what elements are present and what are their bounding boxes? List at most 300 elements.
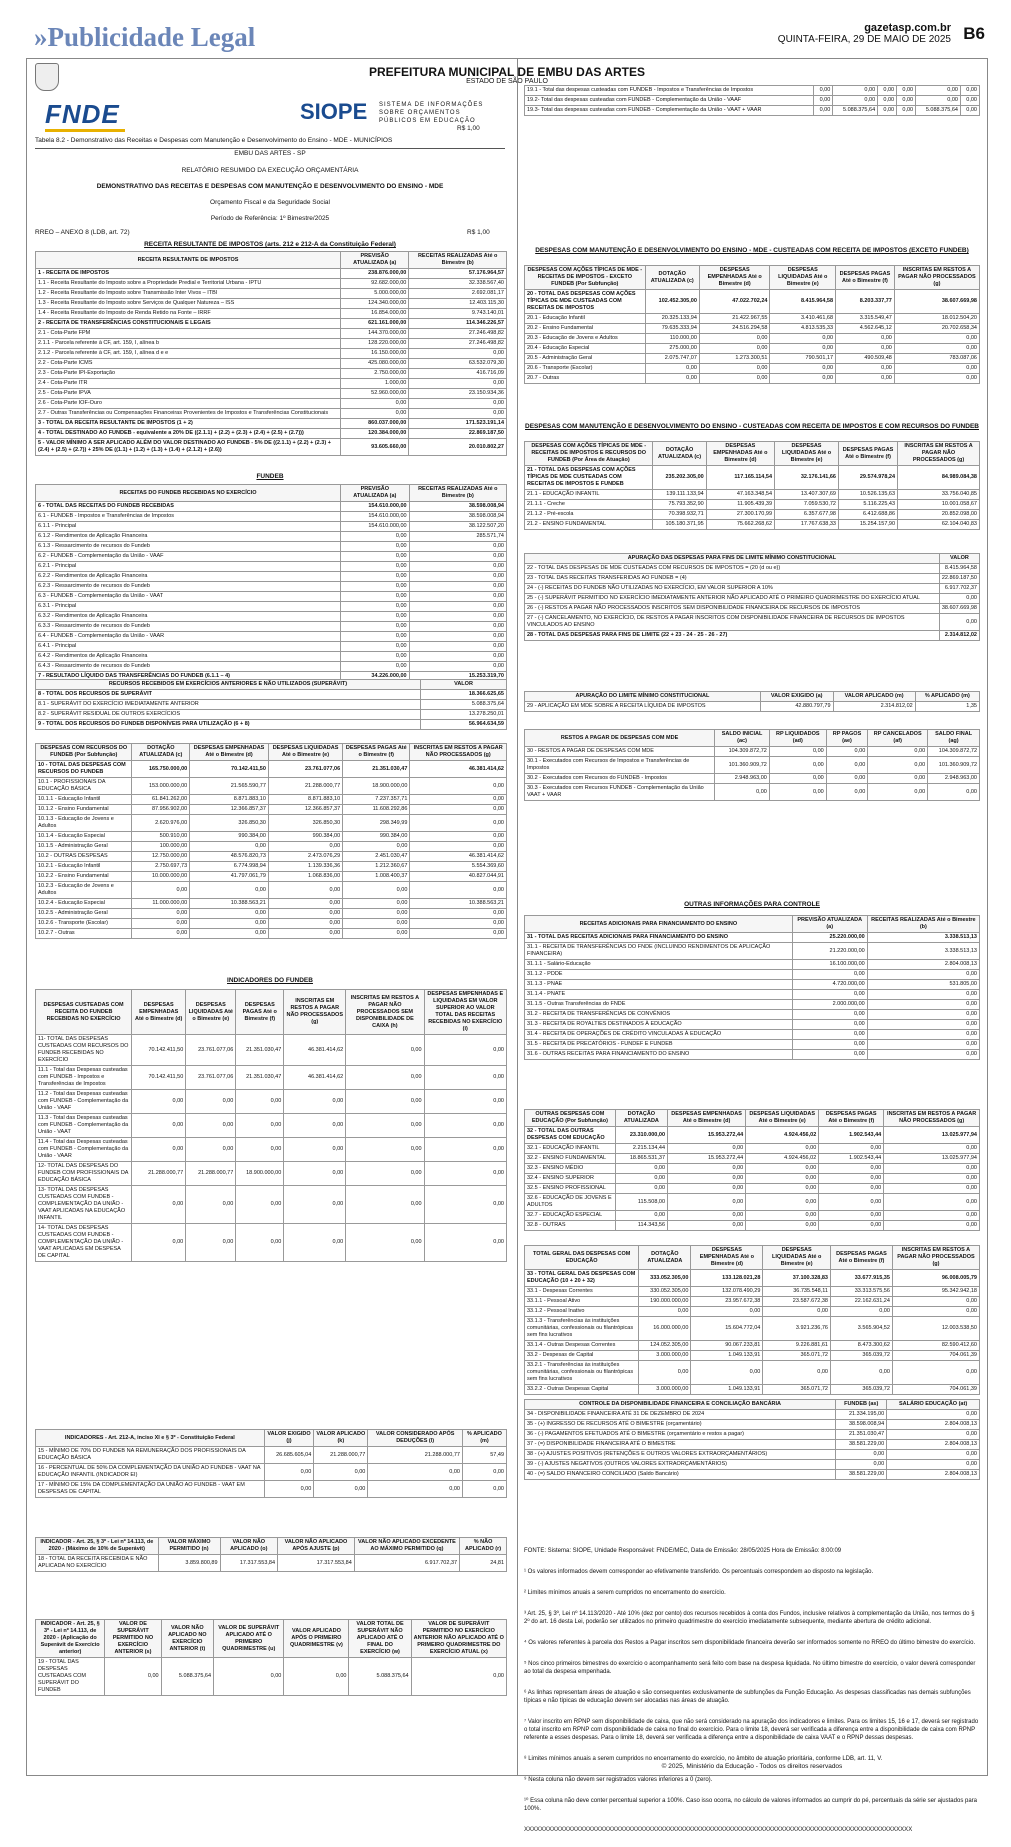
table-cell-value: 0,00 (894, 374, 979, 384)
table-cell-value: 0,00 (186, 1114, 236, 1138)
table-row (525, 1440, 980, 1450)
table-cell-value: 0,00 (615, 1184, 667, 1194)
table-cell-value: 0,00 (284, 1658, 349, 1696)
table-cell-value: 490.509,48 (836, 354, 895, 364)
table-cell-value: 0,00 (769, 774, 826, 784)
fnde-logo-bar (45, 129, 125, 132)
col-header: DOTAÇÃO ATUALIZADA (615, 1110, 667, 1127)
col-header: % APLICADO (m) (915, 692, 979, 702)
table-cell-value: 0,00 (878, 106, 897, 116)
orcamento-label: Orçamento Fiscal e da Seguridade Social (210, 199, 330, 206)
table-cell-value: 333.052.305,00 (639, 1270, 691, 1287)
table-header-row (36, 252, 507, 269)
table-cell-label: 6.4 - FUNDEB - Complementação da União - VAAR (36, 632, 341, 642)
table-cell-value: 2.692.081,17 (409, 289, 507, 299)
table-cell-value: 0,00 (409, 602, 506, 612)
table-cell-value: 0,00 (314, 1464, 368, 1481)
table-cell-value: 275.000,00 (645, 344, 699, 354)
table-cell-value: 0,00 (894, 344, 979, 354)
col-header: VALOR MÁXIMO PERMITIDO (n) (158, 1538, 220, 1555)
table-cell-value: 0,00 (639, 1307, 691, 1317)
table-cell-value: 0,00 (341, 532, 410, 542)
table-cell-value: 0,00 (746, 1144, 819, 1154)
table-cell-label: 6.1.3 - Ressarcimento de recursos do Fundeb (36, 542, 341, 552)
table-cell-value: 190.000.000,00 (639, 1297, 691, 1307)
table-cell-value: 23.150.934,36 (409, 389, 507, 399)
table-cell-value: 1.902.543,44 (819, 1127, 884, 1144)
table-cell-value: 0,00 (819, 1164, 884, 1174)
unit-label: R$ 1,00 (457, 125, 480, 132)
table-cell-value: 0,00 (409, 632, 506, 642)
table-cell-value: 365.071,72 (763, 1351, 831, 1361)
table-cell-value: 0,00 (268, 882, 342, 899)
table-cell-value: 10.001.058,67 (898, 500, 980, 510)
fundeb-body (36, 502, 507, 682)
mde-title: DESPESAS COM MANUTENÇÃO E DESENVOLVIMENTO DO ENSINO - MDE - CUSTEADAS COM RECEITA DE IMPOSTOS (EXCETO FUNDEB) (535, 247, 969, 254)
table-row (525, 943, 980, 960)
table-cell-label: 31.1.2 - PDDE (525, 970, 793, 980)
table-cell-value: 47.163.348,54 (706, 490, 774, 500)
table-cell-value: 165.750.000,00 (132, 761, 190, 778)
table-row (36, 720, 507, 730)
table-cell-value: 0,00 (887, 1410, 980, 1420)
table-row (525, 1341, 980, 1351)
table-cell-value: 3.315.549,47 (836, 314, 895, 324)
col-header: RECEITA RESULTANTE DE IMPOSTOS (36, 252, 341, 269)
total-geral-body (525, 1270, 980, 1395)
table-cell-value: 0,00 (769, 784, 826, 801)
table-cell-value: 0,00 (284, 1186, 346, 1224)
table-cell-label: 3 - TOTAL DA RECEITA RESULTANTE DE IMPOSTOS (1 + 2) (36, 419, 341, 429)
col-header: DESPESAS COM AÇÕES TÍPICAS DE MDE - RECEITAS DE IMPOSTOS E RECURSOS DO FUNDEB (Por Área de Atuação) (525, 442, 653, 466)
table-cell-label: 33.1.1 - Pessoal Ativo (525, 1297, 639, 1307)
table-row (36, 319, 507, 329)
table-cell-value: 0,00 (746, 1174, 819, 1184)
table-cell-label: 31.1.4 - PNATE (525, 990, 793, 1000)
table-row (525, 314, 980, 324)
table-cell-value: 0,00 (830, 1361, 892, 1385)
table-cell-value: 21.220.000,00 (792, 943, 867, 960)
table-cell-value: 0,00 (769, 757, 826, 774)
newspaper-header (0, 0, 1011, 58)
table-cell-value: 2.948.963,00 (928, 774, 980, 784)
table-cell-value: 27.246.498,82 (409, 339, 507, 349)
rreo-label: RREO – ANEXO 8 (LDB, art. 72) (35, 229, 130, 236)
table-cell-value: 0,00 (341, 572, 410, 582)
table-cell-value: 23.957.672,38 (691, 1297, 763, 1307)
table-cell-value: 21.288.000,77 (186, 1162, 236, 1186)
table-cell-label: 27 - (-) CANCELAMENTO, NO EXERCÍCIO, DE RESTOS A PAGAR INSCRITOS COM DISPONIBILIDADE FINANCEIRA DE RECURSOS DE IMPOSTOS VINCULADOS AO ENSINO (525, 614, 940, 631)
table-cell-value: 18.900.000,00 (236, 1162, 284, 1186)
table-cell-label: 10.2.5 - Administração Geral (36, 909, 132, 919)
table-cell-label: 32 - TOTAL DAS OUTRAS DESPESAS COM EDUCAÇÃO (525, 1127, 616, 1144)
table-cell-value: 0,00 (284, 1090, 346, 1114)
table-cell-value: 48.576.820,73 (190, 852, 269, 862)
table-cell-value: 0,00 (268, 919, 342, 929)
table-row (36, 359, 507, 369)
table-cell-label: 10.1.5 - Administração Geral (36, 842, 132, 852)
table-cell-label: 21.1.2 - Pré-escola (525, 510, 653, 520)
table-cell-label: 6.4.1 - Principal (36, 642, 341, 652)
table-cell-value: 12.366.857,37 (190, 805, 269, 815)
table-cell-label: 6.1.2 - Rendimentos de Aplicação Financeira (36, 532, 341, 542)
table-cell-value: 0,00 (615, 1211, 667, 1221)
table-row (36, 299, 507, 309)
table-cell-value: 0,00 (410, 929, 507, 939)
table-cell-label: 6.4.3 - Ressarcimento de recursos do Fundeb (36, 662, 341, 672)
edition-date: QUINTA-FEIRA, 29 DE MAIO DE 2025 (777, 34, 951, 45)
table-cell-value: 0,00 (867, 1050, 979, 1060)
table-cell-value: 0,00 (236, 1224, 284, 1262)
site-info (778, 22, 951, 45)
table-row (36, 1658, 507, 1696)
table-row (525, 324, 980, 334)
table-cell-value: 238.876.000,00 (341, 269, 409, 279)
table-cell-value: 0,00 (746, 1164, 819, 1174)
table-row (36, 842, 507, 852)
table-cell-label: 30.1 - Executados com Recursos de Impostos e Transferências de Impostos (525, 757, 715, 774)
table-cell-value: 0,00 (284, 1162, 346, 1186)
table-cell-value: 0,00 (699, 344, 770, 354)
table-cell-label: 6.3 - FUNDEB - Complementação da União - VAAT (36, 592, 341, 602)
table-cell-value: 21.351.030,47 (236, 1035, 284, 1066)
table-cell-value: 15.253.319,70 (409, 672, 506, 682)
table-cell-label: 10 - TOTAL DAS DESPESAS COM RECURSOS DO FUNDEB (36, 761, 132, 778)
col-header: VALOR TOTAL DE SUPERÁVIT NÃO APLICADO ATÉ O FINAL DO EXERCÍCIO (w) (349, 1620, 411, 1658)
table-cell-label: 6.2.1 - Principal (36, 562, 341, 572)
table-row (36, 872, 507, 882)
table-row (36, 929, 507, 939)
table-cell-value: 0,00 (409, 642, 506, 652)
table-cell-value: 25.220.000,00 (792, 933, 867, 943)
table-cell-value: 0,00 (867, 1010, 979, 1020)
table-cell-value: 0,00 (424, 1224, 506, 1262)
table-cell-value: 8.871.883,10 (268, 795, 342, 805)
table-cell-value: 0,00 (939, 614, 979, 631)
table-cell-label: 19 - TOTAL DAS DESPESAS CUSTEADAS COM SUPERÁVIT DO FUNDEB (36, 1658, 105, 1696)
table-cell-value: 0,00 (268, 842, 342, 852)
col-header: VALOR APLICADO (k) (314, 1430, 368, 1447)
col-header: RECEITAS REALIZADAS Até o Bimestre (b) (409, 252, 507, 269)
table-row (525, 747, 980, 757)
table-cell-value: 0,00 (868, 784, 928, 801)
indicadores-limites-table (35, 1429, 507, 1498)
table-cell-label: APURAÇÃO DAS DESPESAS PARA FINS DE LIMITE MÍNIMO CONSTITUCIONAL (525, 554, 940, 564)
table-row (525, 1307, 980, 1317)
table-row (36, 399, 507, 409)
col-header: DESPESAS LIQUIDADAS Até o Bimestre (e) (746, 1110, 819, 1127)
table-cell-value: 3.565.904,52 (830, 1317, 892, 1341)
table-cell-value: 1.212.360,67 (343, 862, 410, 872)
table-header-row (36, 1538, 507, 1555)
table-cell-value: 0,00 (792, 1020, 867, 1030)
table-cell-value: 84.989.084,38 (898, 466, 980, 490)
table-cell-value: 0,00 (836, 374, 895, 384)
col-header: CONTROLE DA DISPONIBILIDADE FINANCEIRA E CONCILIAÇÃO BANCÁRIA (525, 1400, 836, 1410)
table-cell-value: 0,00 (341, 652, 410, 662)
table-cell-value: 0,00 (928, 784, 980, 801)
table-row (525, 86, 980, 96)
table-cell-value: 0,00 (645, 374, 699, 384)
footnote: ⁹ Nesta coluna não devem ser registrados valores inferiores a 0 (zero). (524, 1777, 713, 1783)
table-cell-value: 0,00 (409, 349, 507, 359)
table-cell-value: 0,00 (105, 1658, 161, 1696)
table-cell-label: 31.1.1 - Salário-Educação (525, 960, 793, 970)
table-cell-value: 0,00 (645, 364, 699, 374)
table-row (525, 106, 980, 116)
table-cell-value: 32.338.567,40 (409, 279, 507, 289)
col-header: INDICADOR - Art. 25, § 3º - Lei nº 14.113, de 2020 - (Máximo de 10% de Superávit) (36, 1538, 159, 1555)
table-cell-value: 0,00 (341, 622, 410, 632)
table-cell-value: 0,00 (346, 1162, 424, 1186)
table-cell-value: 20.325.133,94 (645, 314, 699, 324)
table-cell-label: 21.1 - EDUCAÇÃO INFANTIL (525, 490, 653, 500)
col-header: OUTRAS DESPESAS COM EDUCAÇÃO (Por Subfunção) (525, 1110, 616, 1127)
section-title (34, 22, 255, 53)
table-cell-value: 93.605.660,00 (341, 439, 409, 456)
table-cell-label: 10.2.4 - Educação Especial (36, 899, 132, 909)
doc-title: PREFEITURA MUNICIPAL DE EMBU DAS ARTES (368, 65, 645, 79)
table-cell-value: 87.956.902,00 (132, 805, 190, 815)
col-header: DESPESAS CUSTEADAS COM RECEITA DO FUNDEB RECEBIDAS NO EXERCÍCIO (36, 990, 132, 1035)
table-cell-value: 0,00 (462, 1464, 506, 1481)
mde-body (525, 290, 980, 384)
table-cell-value: 0,00 (368, 1464, 463, 1481)
table-cell-label: 32.8 - OUTRAS (525, 1221, 616, 1231)
col-header: DESPESAS PAGAS Até o Bimestre (f) (343, 744, 410, 761)
table-cell-value: 0,00 (410, 778, 507, 795)
table-row (525, 774, 980, 784)
col-header: % APLICADO (m) (462, 1430, 506, 1447)
table-cell-value: 46.381.414,62 (410, 852, 507, 862)
table-cell-value: 2.804.008,13 (867, 960, 979, 970)
table-cell-value: 2.804.008,13 (887, 1440, 980, 1450)
table-cell-value: 21.351.030,47 (343, 761, 410, 778)
table-cell-value: 1.049.133,91 (691, 1351, 763, 1361)
table-cell-value: 79.635.333,94 (645, 324, 699, 334)
table-row (36, 389, 507, 399)
table-row (36, 1464, 507, 1481)
table-cell-value: 38.607.669,98 (894, 290, 979, 314)
table-cell-value: 0,00 (409, 409, 507, 419)
table-row (36, 1090, 507, 1114)
report-name: RELATÓRIO RESUMIDO DA EXECUÇÃO ORÇAMENTÁRIA (181, 167, 359, 174)
table-cell-value: 0,00 (836, 334, 895, 344)
table-cell-label: 20.7 - Outras (525, 374, 646, 384)
table-cell-value: 23.761.077,06 (186, 1066, 236, 1090)
table-row (525, 584, 980, 594)
col-header: INSCRITAS EM RESTOS A PAGAR NÃO PROCESSADOS (g) (884, 1110, 980, 1127)
table-row (525, 1000, 980, 1010)
table-row (525, 466, 980, 490)
table-cell-value: 1.902.543,44 (819, 1154, 884, 1164)
restos-pagar-table (524, 729, 980, 801)
table-cell-value: 0,00 (769, 747, 826, 757)
table-cell-value: 0,00 (836, 364, 895, 374)
col-header: VALOR DE SUPERÁVIT APLICADO ATÉ O PRIMEIRO QUADRIMESTRE (u) (214, 1620, 284, 1658)
table-cell-value: 0,00 (819, 1144, 884, 1154)
despesas-fundeb-table (35, 743, 507, 939)
table-cell-value: 0,00 (132, 1138, 186, 1162)
table-cell-value: 0,00 (814, 96, 833, 106)
table-cell-label: 30 - RESTOS A PAGAR DE DESPESAS COM MDE (525, 747, 715, 757)
col-header: FUNDEB (as) (836, 1400, 887, 1410)
table-cell-label: 10.1.3 - Educação de Jovens e Adultos (36, 815, 132, 832)
table-row (36, 642, 507, 652)
table-cell-value: 531.805,00 (867, 980, 979, 990)
table-cell-value: 0,00 (867, 1020, 979, 1030)
table-cell-value: 0,00 (132, 919, 190, 929)
table-cell-value: 11.000.000,00 (132, 899, 190, 909)
table-row (36, 652, 507, 662)
col-header: INSCRITAS EM RESTOS A PAGAR NÃO PROCESSADOS SEM DISPONIBILIDADE DE CAIXA (h) (346, 990, 424, 1035)
entity-name: EMBU DAS ARTES - SP (234, 150, 306, 157)
table-row (525, 374, 980, 384)
table-cell-value: 11.905.439,39 (706, 500, 774, 510)
table-row (36, 795, 507, 805)
table-cell-label: 11- TOTAL DAS DESPESAS CUSTEADAS COM RECURSOS DO FUNDEB RECEBIDAS NO EXERCÍCIO (36, 1035, 132, 1066)
col-header: TOTAL GERAL DAS DESPESAS COM EDUCAÇÃO (525, 1246, 639, 1270)
table-cell-value: 0,00 (186, 1224, 236, 1262)
table-cell-value: 102.452.305,00 (645, 290, 699, 314)
table-cell-value: 0,00 (763, 1361, 831, 1385)
table-cell-label: 31.1.5 - Outras Transferências do FNDE (525, 1000, 793, 1010)
table-row (36, 572, 507, 582)
table-cell-value: 0,00 (792, 1010, 867, 1020)
table-cell-label: 6.4.2 - Rendimentos de Aplicação Financeira (36, 652, 341, 662)
table-cell-label: 2.7 - Outras Transferências ou Compensações Financeiras Provenientes de Impostos e Transferências Constitucionais (36, 409, 341, 419)
table-cell-value: 7.237.357,71 (343, 795, 410, 805)
table-cell-value: 0,00 (132, 929, 190, 939)
table-cell-value: 0,00 (186, 1186, 236, 1224)
table-row (36, 662, 507, 672)
table-cell-value: 1.049.133,91 (691, 1385, 763, 1395)
table-cell-value: 0,00 (190, 909, 269, 919)
table-row (525, 933, 980, 943)
table-cell-value: 0,00 (409, 542, 506, 552)
divider (35, 148, 505, 149)
table-cell-value: 154.610.000,00 (341, 522, 410, 532)
table-cell-value: 0,00 (884, 1221, 980, 1231)
footnote: ¹ Os valores informados devem corresponder ao efetivamente transferido. Os percentuais correspondem ao disposto na legislação. (524, 1569, 874, 1575)
table-cell-value: 0,00 (409, 572, 506, 582)
table-cell-value: 24.516.294,58 (699, 324, 770, 334)
table-cell-value: 0,00 (284, 1114, 346, 1138)
table-cell-value: 114.346.226,57 (409, 319, 507, 329)
table-cell-value: 90.067.233,81 (691, 1341, 763, 1351)
table-row (36, 899, 507, 909)
table-cell-value: 0,00 (691, 1307, 763, 1317)
table-row (36, 1138, 507, 1162)
table-cell-value: 128.220.000,00 (341, 339, 409, 349)
table-row (525, 510, 980, 520)
table-cell-label: 20.1 - Educação Infantil (525, 314, 646, 324)
table-row (36, 512, 507, 522)
table-cell-value: 0,00 (409, 552, 506, 562)
table-row (36, 1066, 507, 1090)
col-header: VALOR APLICADO APÓS O PRIMEIRO QUADRIMESTRE (v) (284, 1620, 349, 1658)
table-cell-value: 1.273.300,51 (699, 354, 770, 364)
table-cell-label: 1.4 - Receita Resultante do Imposto de Renda Retido na Fonte – IRRF (36, 309, 341, 319)
table-row (525, 1450, 980, 1460)
table-cell-value: 9.743.140,01 (409, 309, 507, 319)
table-cell-value: 38.598.008,94 (409, 502, 506, 512)
col-header: DESPESAS EMPENHADAS Até o Bimestre (d) (132, 990, 186, 1035)
table-cell-value: 990.384,00 (268, 832, 342, 842)
table-header-row (525, 692, 980, 702)
table-row (36, 1162, 507, 1186)
table-cell-value: 33.313.575,56 (830, 1287, 892, 1297)
table-cell-value: 0,00 (236, 1090, 284, 1114)
col-header: INSCRITAS EM RESTOS A PAGAR NÃO PROCESSADOS (g) (410, 744, 507, 761)
table-cell-value: 36.735.548,11 (763, 1287, 831, 1297)
limite-body (525, 702, 980, 712)
table-cell-value: 326.850,30 (268, 815, 342, 832)
table-cell-value: 21.288.000,77 (368, 1447, 463, 1464)
table-cell-value: 82.590.412,60 (892, 1341, 979, 1351)
table-row (36, 909, 507, 919)
table-cell-value: 0,00 (410, 805, 507, 815)
table-cell-value: 32.176.141,66 (775, 466, 839, 490)
table-cell-value: 0,00 (410, 919, 507, 929)
table-cell-value: 3.338.513,13 (867, 943, 979, 960)
table-cell-label: 33.2.1 - Transferências às instituições comunitárias, confessionais ou filantrópicas sem fins lucrativos (525, 1361, 639, 1385)
footnote: XXXXXXXXXXXXXXXXXXXXXXXXXXXXXXXXXXXXXXXXXXXXXXXXXXXXXXXXXXXXXXXXXXXXXXXXXXXXXXXXXXXXXXXXXXXXXXXXX (524, 1827, 913, 1833)
table-cell-value: 0,00 (763, 1307, 831, 1317)
table-cell-value: 0,00 (410, 832, 507, 842)
table-cell-value: 42.880.797,79 (760, 702, 833, 712)
table-cell-value: 0,00 (424, 1162, 506, 1186)
col-header: DESPESAS LIQUIDADAS Até o Bimestre (e) (770, 266, 836, 290)
table-cell-value: 416.716,09 (409, 369, 507, 379)
table-cell-value: 24,81 (460, 1555, 507, 1572)
table-cell-value: 100.000,00 (132, 842, 190, 852)
table-cell-value: 5.000.000,00 (341, 289, 409, 299)
table-cell-value: 298.349,99 (343, 815, 410, 832)
table-cell-value: 0,00 (792, 990, 867, 1000)
table-cell-value: 425.080.000,00 (341, 359, 409, 369)
table-cell-value: 0,00 (884, 1211, 980, 1221)
table-row (36, 761, 507, 778)
table-cell-label: 20.2 - Ensino Fundamental (525, 324, 646, 334)
table-row (525, 520, 980, 530)
mde2-body (525, 466, 980, 530)
table-cell-value: 0,00 (346, 1186, 424, 1224)
table-cell-value: 46.381.414,62 (284, 1066, 346, 1090)
table-cell-value: 3.338.513,13 (867, 933, 979, 943)
table-cell-value: 0,00 (190, 882, 269, 899)
table-row (36, 1035, 507, 1066)
table-cell-value: 0,00 (284, 1138, 346, 1162)
table-row (36, 269, 507, 279)
table-cell-value: 0,00 (343, 919, 410, 929)
table-row (525, 1385, 980, 1395)
table-cell-value: 0,00 (284, 1224, 346, 1262)
table-cell-value: 15.604.772,04 (691, 1317, 763, 1341)
table-row (36, 582, 507, 592)
col-header: RP CANCELADOS (af) (868, 730, 928, 747)
table-row (525, 1460, 980, 1470)
table-cell-value: 16.854.000,00 (341, 309, 409, 319)
table-cell-label: 32.2 - ENSINO FUNDAMENTAL (525, 1154, 616, 1164)
table-row (36, 522, 507, 532)
table-cell-label: 30.2 - Executados com Recursos do FUNDEB - Impostos (525, 774, 715, 784)
page-number: B6 (963, 24, 985, 43)
table-row (525, 554, 980, 564)
table-cell-label: 5 - VALOR MÍNIMO A SER APLICADO ALÉM DO VALOR DESTINADO AO FUNDEB - 5% DE ((2.1.1) + (2.2) + (2.3) + (2.4) + (2.5) + (2.7)) + 25% DE ((1.1) + (1.2) + (1.3) + (1.4) + (2.1.2) + (2.6)) (36, 439, 341, 456)
table-cell-value: 326.850,30 (190, 815, 269, 832)
table-cell-value: 0,00 (836, 344, 895, 354)
